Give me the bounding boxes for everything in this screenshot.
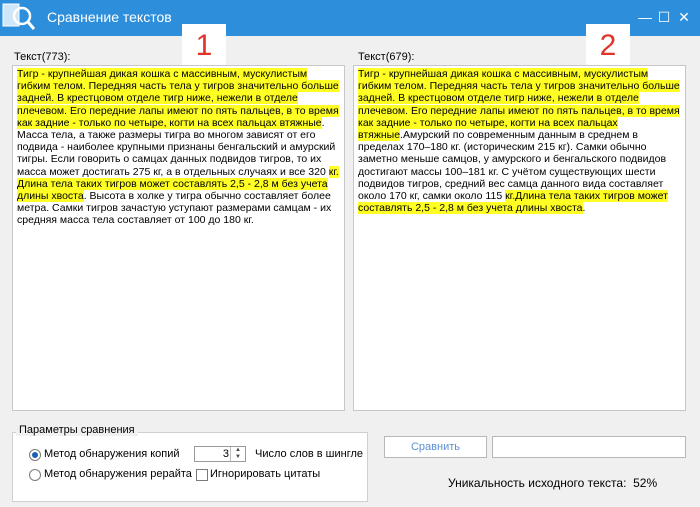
copy-method-label: Метод обнаружения копий (44, 448, 180, 460)
shingle-value: 3 (222, 448, 229, 460)
text-segment: Тигр - крупнейшая дикая кошка с массивным, мускулистым гибким телом. Передняя часть тела у тигров значительно больше задней. В крестцовом отделе тигр ниже, нежели в отделе плечевом. Его передние лапы имеют по пять пальцев, в то время как задние - только по четыре, когти на всех пальцах втяжные (17, 68, 339, 129)
text-segment: кг.Длина тела таких тигров может составлять 2,5 - 2,8 м без учета длины хвоста (358, 190, 668, 215)
minimize-icon[interactable]: — (638, 9, 652, 25)
text-segment: .Амурский по современным данным в среднем в пределах 170–180 кг. (историческим 215 кг). Самки обычно заметно меньше самцов, у амурского и бенгальского подвидов достигают массы 100–181 кг. С учётом существующих шести подвидов тигров, средний вес самца данного вида составляет около 170 кг, самки около 115 (358, 129, 667, 203)
comparison-params-group (12, 432, 368, 502)
status-field (492, 436, 686, 458)
copy-method-radio[interactable] (29, 449, 41, 461)
maximize-icon[interactable]: ☐ (657, 9, 671, 25)
rewrite-method-radio[interactable] (29, 469, 41, 481)
close-icon[interactable]: ✕ (678, 9, 690, 25)
uniqueness-value: 52% (633, 476, 658, 490)
text-segment: . (582, 202, 586, 215)
source-text-area[interactable] (12, 65, 345, 411)
right-text-label: Текст(679): (358, 51, 415, 63)
params-title: Параметры сравнения (16, 424, 138, 436)
left-text-label: Текст(773): (14, 51, 71, 63)
uniqueness-readout (448, 476, 657, 490)
compare-text-area[interactable] (353, 65, 686, 411)
text-marker-1: 1 (182, 24, 226, 68)
shingle-label: Число слов в шингле (255, 448, 364, 460)
uniqueness-label: Уникальность исходного текста: (448, 476, 627, 490)
text-segment: . Высота в холке у тигра обычно составляет более метра. Самки тигров зачастую уступают размерами самцам - их средняя масса тела составляет от 100 до 180 кг. (17, 190, 332, 227)
text-segment: Тигр - крупнейшая дикая кошка с массивным, мускулистым гибким телом. Передняя часть тела у тигров значительно больше задней. В крестцовом отделе тигр ниже, нежели в отделе плечевом. Его передние лапы имеют по пять пальцев, в то время как задние - только по четыре, когти на всех пальцах втяжные (358, 68, 680, 142)
text-segment: . Масса тела, а также размеры тигра во многом зависят от его подвида - наиболее крупными признаны бенгальский и амурский тигры. Если говорить о самцах данных подвидов тигров, то их масса может достигать 275 кг, а в отдельных случаях и все 320 (17, 116, 336, 178)
search-document-icon (2, 1, 36, 33)
window-title: Сравнение текстов (47, 9, 172, 25)
compare-button[interactable]: Сравнить (384, 436, 487, 458)
ignore-quotes-checkbox[interactable] (196, 469, 208, 481)
rewrite-method-label: Метод обнаружения рерайта (44, 468, 192, 480)
shingle-stepper[interactable] (194, 446, 246, 462)
text-marker-2: 2 (586, 24, 630, 68)
text-segment: кг. Длина тела таких тигров может составлять 2,5 - 2,8 м без учета длины хвоста (17, 165, 339, 203)
spin-arrows-icon[interactable]: ▲ ▼ (230, 447, 245, 461)
ignore-quotes-label: Игнорировать цитаты (210, 468, 321, 480)
